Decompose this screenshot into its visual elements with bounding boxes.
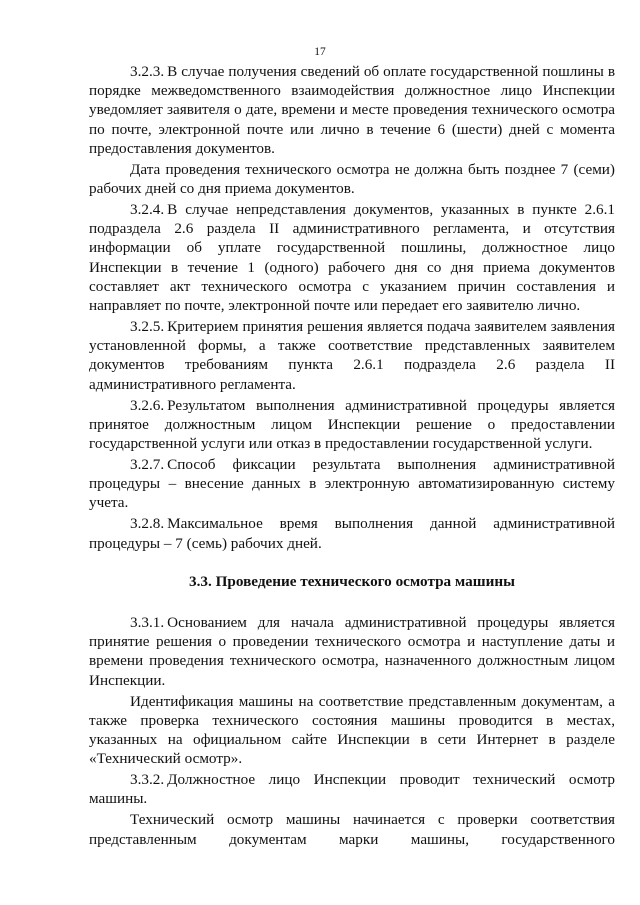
paragraph [89, 317, 615, 394]
paragraph-text: Основанием для начала административной процедуры является принятие решения о проведении технического осмотра и наступление даты и времени проведения технического осмотра, назначенного должностным лицом Инспекции. [89, 614, 615, 689]
clause-number: 3.3.1. [130, 614, 165, 632]
document-body [89, 62, 615, 851]
paragraph-text: Дата проведения технического осмотра не должна быть позднее 7 (семи) рабочих дней со дня приема документов. [89, 160, 615, 198]
paragraph-text: Максимальное время выполнения данной административной процедуры – 7 (семь) рабочих дней. [89, 515, 615, 552]
paragraph [89, 613, 615, 690]
paragraph-text: Результатом выполнения административной процедуры является принятое должностным лицом Инспекции решение о предоставлении государственной услуги или отказ в предоставлении государственной услуги. [89, 396, 615, 453]
paragraph [89, 62, 615, 158]
clause-number: 3.2.5. [130, 318, 165, 336]
paragraph [89, 810, 615, 848]
paragraph [89, 514, 615, 552]
clause-number: 3.3.2. [130, 771, 165, 789]
paragraph-text: Идентификация машины на соответствие представленным документам, а также проверка технического состояния машины проводится в местах, указанных на официальном сайте Инспекции в сети Интернет в разделе «Технический осмотр». [89, 692, 615, 768]
paragraph-text: Способ фиксации результата выполнения административной процедуры – внесение данных в электронную автоматизированную систему учета. [89, 456, 615, 512]
paragraph-text: В случае непредставления документов, указанных в пункте 2.6.1 подраздела 2.6 раздела II административного регламента, и отсутствия информации об уплате государственной пошлины, должностное лицо Инспекции в течение 1 (одного) рабочего дня со дня приема документов составляет акт технического осмотра с указанием причин составления и направляет по почте, электронной почте или передает его заявителю лично. [89, 201, 615, 315]
paragraph-text: 3.3. Проведение технического осмотра машины [189, 572, 515, 590]
paragraph [89, 692, 615, 769]
paragraph [89, 160, 615, 198]
clause-number: 3.2.4. [130, 201, 165, 219]
paragraph-text: Технический осмотр машины начинается с проверки соответствия представленным документам марки машины, государственного [89, 811, 615, 848]
clause-number: 3.2.6. [130, 396, 165, 414]
clause-number: 3.2.7. [130, 456, 165, 474]
paragraph [89, 455, 615, 513]
paragraph-text: Должностное лицо Инспекции проводит технический осмотр машины. [89, 771, 615, 808]
section-heading [89, 572, 615, 591]
paragraph-text: В случае получения сведений об оплате государственной пошлины в порядке межведомственного взаимодействия должностное лицо Инспекции уведомляет заявителя о дате, времени и месте проведения технического осмотра по почте, электронной почте или лично в течение 6 (шести) дней с момента предоставления документов. [89, 63, 615, 157]
clause-number: 3.2.3. [130, 63, 165, 80]
paragraph [89, 770, 615, 808]
paragraph [89, 396, 615, 454]
clause-number: 3.2.8. [130, 515, 165, 533]
paragraph [89, 200, 615, 315]
paragraph-text: Критерием принятия решения является подача заявителем заявления установленной формы, а также соответствие представленных заявителем документов требованиям пункта 2.6.1 подраздела 2.6 раздела II административного регламента. [89, 318, 615, 393]
page-number: 17 [314, 46, 326, 58]
